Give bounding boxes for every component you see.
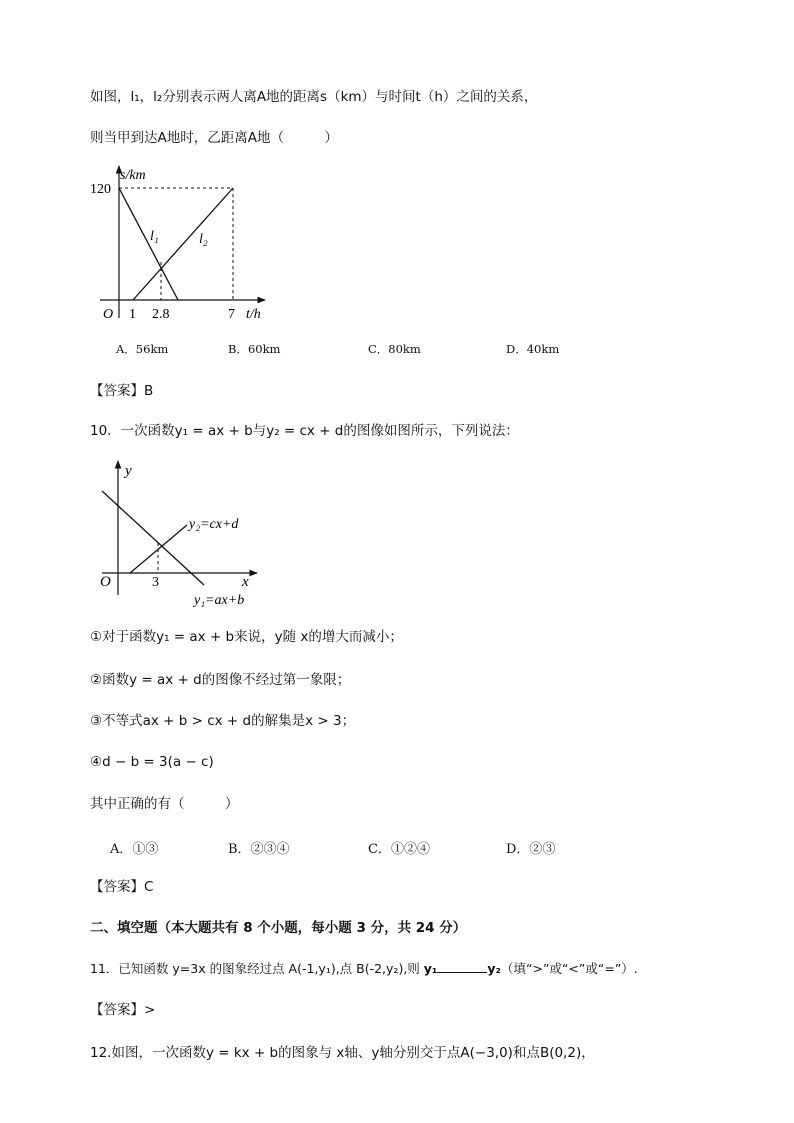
q9-y-axis-label: s/km: [120, 168, 146, 183]
q10-y-axis-label: y: [125, 463, 132, 479]
q9-x-tick-1: 1: [129, 307, 136, 322]
q10-option-b: B．②③④: [228, 842, 290, 857]
q11-y2: y₂: [487, 961, 502, 976]
q10-linear-functions-graph: [92, 455, 292, 610]
q10-statement-1: ①对于函数y₁ = ax + b来说，y随 x的增大而减小；: [90, 629, 403, 645]
q10-origin: O: [100, 574, 111, 590]
q9-y-tick-120: 120: [90, 182, 111, 197]
q10-x-axis-label: x: [242, 574, 249, 590]
q12-stem: 12.如图，一次函数y = kx + b的图象与 x轴、y轴分别交于点A(−3,0)和点B(0,2)，: [90, 1045, 595, 1061]
q10-statement-4: ④d − b = 3(a − c): [90, 754, 214, 770]
section2-heading: 二、填空题（本大题共有 8 个小题，每小题 3 分，共 24 分）: [90, 920, 467, 936]
q9-stem-line1: 如图，l₁，l₂分别表示两人离A地的距离s（km）与时间t（h）之间的关系，: [90, 89, 538, 105]
q11-stem: [90, 959, 638, 979]
q9-option-a: A．56km: [116, 342, 169, 356]
q10-prompt: 其中正确的有（ ）: [90, 796, 239, 812]
q10-statement-2: ②函数y = ax + d的图像不经过第一象限；: [90, 672, 351, 688]
q9-x-tick-2-8: 2.8: [152, 307, 170, 322]
q9-distance-time-graph: [90, 160, 275, 325]
q9-option-c: C．80km: [368, 342, 421, 356]
q10-option-c: C．①②④: [368, 842, 430, 857]
q10-answer: 【答案】C: [90, 879, 154, 895]
q9-option-d: D．40km: [506, 342, 560, 356]
q11-answer-blank: [437, 960, 487, 973]
q10-line-y1: [102, 491, 204, 585]
q9-stem-line2: 则当甲到达A地时，乙距离A地（ ）: [90, 130, 338, 146]
q10-line-y2-label: y₂=cx+d: [189, 517, 239, 532]
q10-x-tick-3: 3: [152, 575, 159, 590]
q9-l2-label: l₂: [199, 232, 208, 247]
q11-answer: 【答案】>: [90, 1002, 156, 1018]
q9-x-axis-label: t/h: [246, 307, 261, 322]
q11-stem-a: 11．已知函数 y=3x 的图象经过点 A(-1,y₁),点 B(-2,y₂),则: [90, 961, 424, 976]
q11-stem-b: （填“>”或“<”或“=”）.: [501, 961, 638, 976]
q9-l1-label: l₁: [150, 229, 159, 244]
q9-origin: O: [103, 307, 114, 322]
q10-line-y1-label: y₁=ax+b: [194, 593, 245, 608]
q9-x-tick-7: 7: [228, 307, 235, 322]
q10-statement-3: ③不等式ax + b > cx + d的解集是x > 3；: [90, 713, 356, 729]
q10-stem: 10．一次函数y₁ = ax + b与y₂ = cx + d的图像如图所示，下列说法：: [90, 423, 519, 439]
q10-option-d: D．②③: [506, 842, 556, 857]
q10-line-y2: [130, 525, 187, 573]
q9-option-b: B．60km: [228, 342, 281, 356]
q10-option-a: A．①③: [110, 842, 159, 857]
q9-answer: 【答案】B: [90, 383, 154, 399]
q11-y1: y₁: [423, 961, 438, 976]
